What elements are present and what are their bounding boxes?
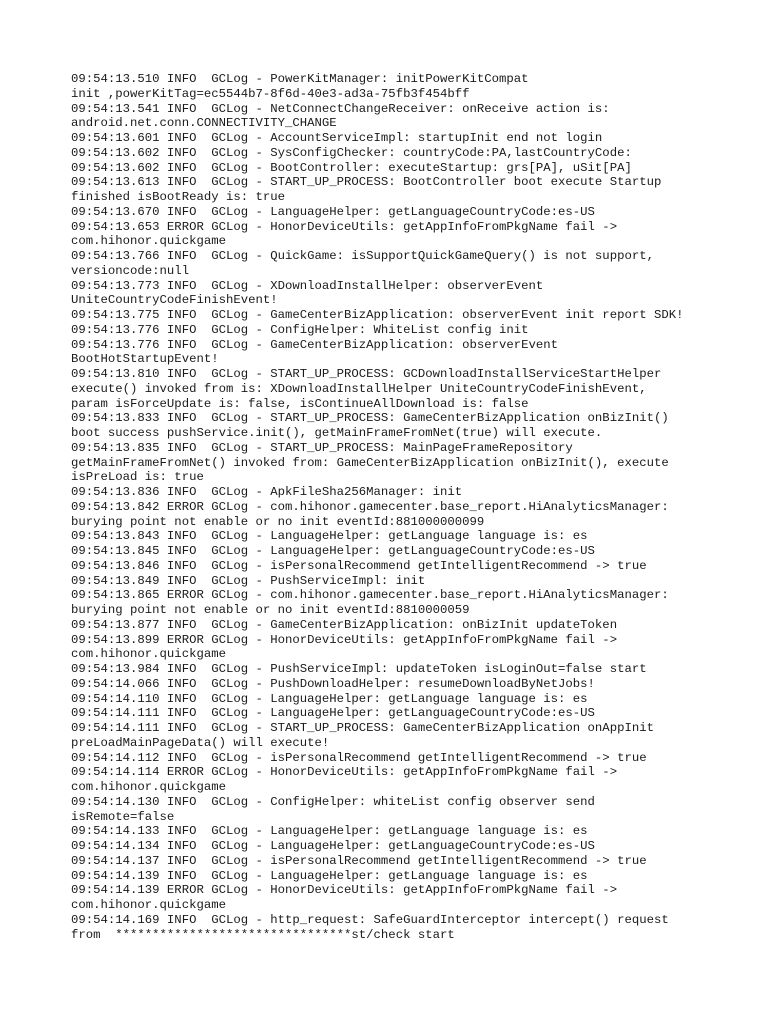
log-line: BootHotStartupEvent! — [71, 352, 219, 367]
log-line: init ,powerKitTag=ec5544b7-8f6d-40e3-ad3a-75fb3f454bff — [71, 86, 470, 101]
log-line: 09:54:13.846 INFO GCLog - isPersonalRecommend getIntelligentRecommend -> true — [71, 558, 647, 573]
log-line: 09:54:13.865 ERROR GCLog - com.hihonor.gamecenter.base_report.HiAnalyticsManager: — [71, 588, 669, 603]
log-line: com.hihonor.quickgame — [71, 780, 226, 794]
log-line: com.hihonor.quickgame — [71, 898, 226, 912]
log-line: 09:54:14.169 INFO GCLog - http_request: SafeGuardInterceptor intercept() request — [71, 912, 669, 927]
log-line: 09:54:13.510 INFO GCLog - PowerKitManager: initPowerKitCompat — [71, 72, 529, 86]
log-line: 09:54:13.775 INFO GCLog - GameCenterBizApplication: observerEvent init report SDK! — [71, 308, 684, 322]
log-line: UniteCountryCodeFinishEvent! — [71, 293, 278, 308]
log-line: 09:54:14.114 ERROR GCLog - HonorDeviceUtils: getAppInfoFromPkgName fail -> — [71, 765, 618, 780]
log-line: 09:54:13.541 INFO GCLog - NetConnectChangeReceiver: onReceive action is: — [71, 101, 610, 116]
log-line: 09:54:13.877 INFO GCLog - GameCenterBizApplication: onBizInit updateToken — [71, 617, 618, 632]
log-line: 09:54:14.110 INFO GCLog - LanguageHelper: getLanguage language is: es — [71, 691, 588, 706]
log-line: boot success pushService.init(), getMainFrameFromNet(true) will execute. — [71, 426, 603, 440]
log-line: 09:54:13.984 INFO GCLog - PushServiceImpl: updateToken isLoginOut=false start — [71, 662, 647, 676]
log-line: 09:54:13.773 INFO GCLog - XDownloadInstallHelper: observerEvent — [71, 278, 544, 293]
log-line: 09:54:13.835 INFO GCLog - START_UP_PROCESS: MainPageFrameRepository — [71, 440, 573, 455]
log-line: android.net.conn.CONNECTIVITY_CHANGE — [71, 116, 337, 131]
log-line: 09:54:14.066 INFO GCLog - PushDownloadHelper: resumeDownloadByNetJobs! — [71, 676, 595, 691]
log-line: com.hihonor.quickgame — [71, 647, 226, 662]
log-line: 09:54:14.139 INFO GCLog - LanguageHelper: getLanguage language is: es — [71, 868, 588, 883]
log-line: 09:54:14.111 INFO GCLog - LanguageHelper: getLanguageCountryCode:es-US — [71, 706, 595, 721]
log-line: 09:54:13.842 ERROR GCLog - com.hihonor.gamecenter.base_report.HiAnalyticsManager: — [71, 499, 669, 514]
log-line: 09:54:14.133 INFO GCLog - LanguageHelper: getLanguage language is: es — [71, 824, 588, 839]
log-line: 09:54:14.111 INFO GCLog - START_UP_PROCESS: GameCenterBizApplication onAppInit — [71, 721, 654, 735]
log-line: 09:54:13.601 INFO GCLog - AccountServiceImpl: startupInit end not login — [71, 131, 603, 145]
log-line: param isForceUpdate is: false, isContinueAllDownload is: false — [71, 396, 529, 411]
log-line: versioncode:null — [71, 263, 190, 278]
log-line: getMainFrameFromNet() invoked from: GameCenterBizApplication onBizInit(), execute — [71, 455, 669, 470]
log-line: 09:54:13.602 INFO GCLog - SysConfigChecker: countryCode:PA,lastCountryCode: — [71, 145, 632, 160]
log-line: isPreLoad is: true — [71, 470, 204, 485]
log-line: 09:54:13.602 INFO GCLog - BootController: executeStartup: grs[PA], uSit[PA] — [71, 160, 632, 175]
log-line: 09:54:14.139 ERROR GCLog - HonorDeviceUtils: getAppInfoFromPkgName fail -> — [71, 883, 618, 898]
log-line: isRemote=false — [71, 809, 175, 824]
log-line: 09:54:13.836 INFO GCLog - ApkFileSha256Manager: init — [71, 485, 463, 499]
log-line: from ********************************st/check start — [71, 927, 455, 942]
log-line: finished isBootReady is: true — [71, 190, 286, 204]
log-line: com.hihonor.quickgame — [71, 234, 226, 249]
log-line: burying point not enable or no init eventId:881000000099 — [71, 514, 485, 529]
log-line: 09:54:13.843 INFO GCLog - LanguageHelper: getLanguage language is: es — [71, 529, 588, 544]
log-line: 09:54:14.137 INFO GCLog - isPersonalRecommend getIntelligentRecommend -> true — [71, 853, 647, 868]
log-line: execute() invoked from is: XDownloadInstallHelper UniteCountryCodeFinishEvent, — [71, 381, 647, 396]
log-line: 09:54:13.766 INFO GCLog - QuickGame: isSupportQuickGameQuery() is not support, — [71, 249, 654, 263]
log-text-block — [71, 72, 751, 942]
log-line: 09:54:13.833 INFO GCLog - START_UP_PROCESS: GameCenterBizApplication onBizInit() — [71, 411, 669, 426]
log-line: 09:54:14.130 INFO GCLog - ConfigHelper: whiteList config observer send — [71, 794, 595, 809]
log-line: 09:54:13.776 INFO GCLog - GameCenterBizApplication: observerEvent — [71, 337, 559, 352]
log-line: 09:54:13.670 INFO GCLog - LanguageHelper: getLanguageCountryCode:es-US — [71, 204, 595, 219]
log-line: 09:54:13.613 INFO GCLog - START_UP_PROCESS: BootController boot execute Startup — [71, 175, 662, 190]
log-line: 09:54:14.112 INFO GCLog - isPersonalRecommend getIntelligentRecommend -> true — [71, 750, 647, 765]
log-line: 09:54:13.899 ERROR GCLog - HonorDeviceUtils: getAppInfoFromPkgName fail -> — [71, 632, 618, 647]
log-line: 09:54:13.653 ERROR GCLog - HonorDeviceUtils: getAppInfoFromPkgName fail -> — [71, 219, 618, 234]
log-line: 09:54:13.776 INFO GCLog - ConfigHelper: WhiteList config init — [71, 322, 529, 337]
log-line: 09:54:14.134 INFO GCLog - LanguageHelper: getLanguageCountryCode:es-US — [71, 839, 595, 853]
log-line: 09:54:13.849 INFO GCLog - PushServiceImpl: init — [71, 573, 426, 588]
log-line: 09:54:13.810 INFO GCLog - START_UP_PROCESS: GCDownloadInstallServiceStartHelper — [71, 367, 662, 381]
log-line: burying point not enable or no init eventId:8810000059 — [71, 603, 470, 617]
log-line: preLoadMainPageData() will execute! — [71, 735, 330, 750]
log-line: 09:54:13.845 INFO GCLog - LanguageHelper: getLanguageCountryCode:es-US — [71, 544, 595, 558]
